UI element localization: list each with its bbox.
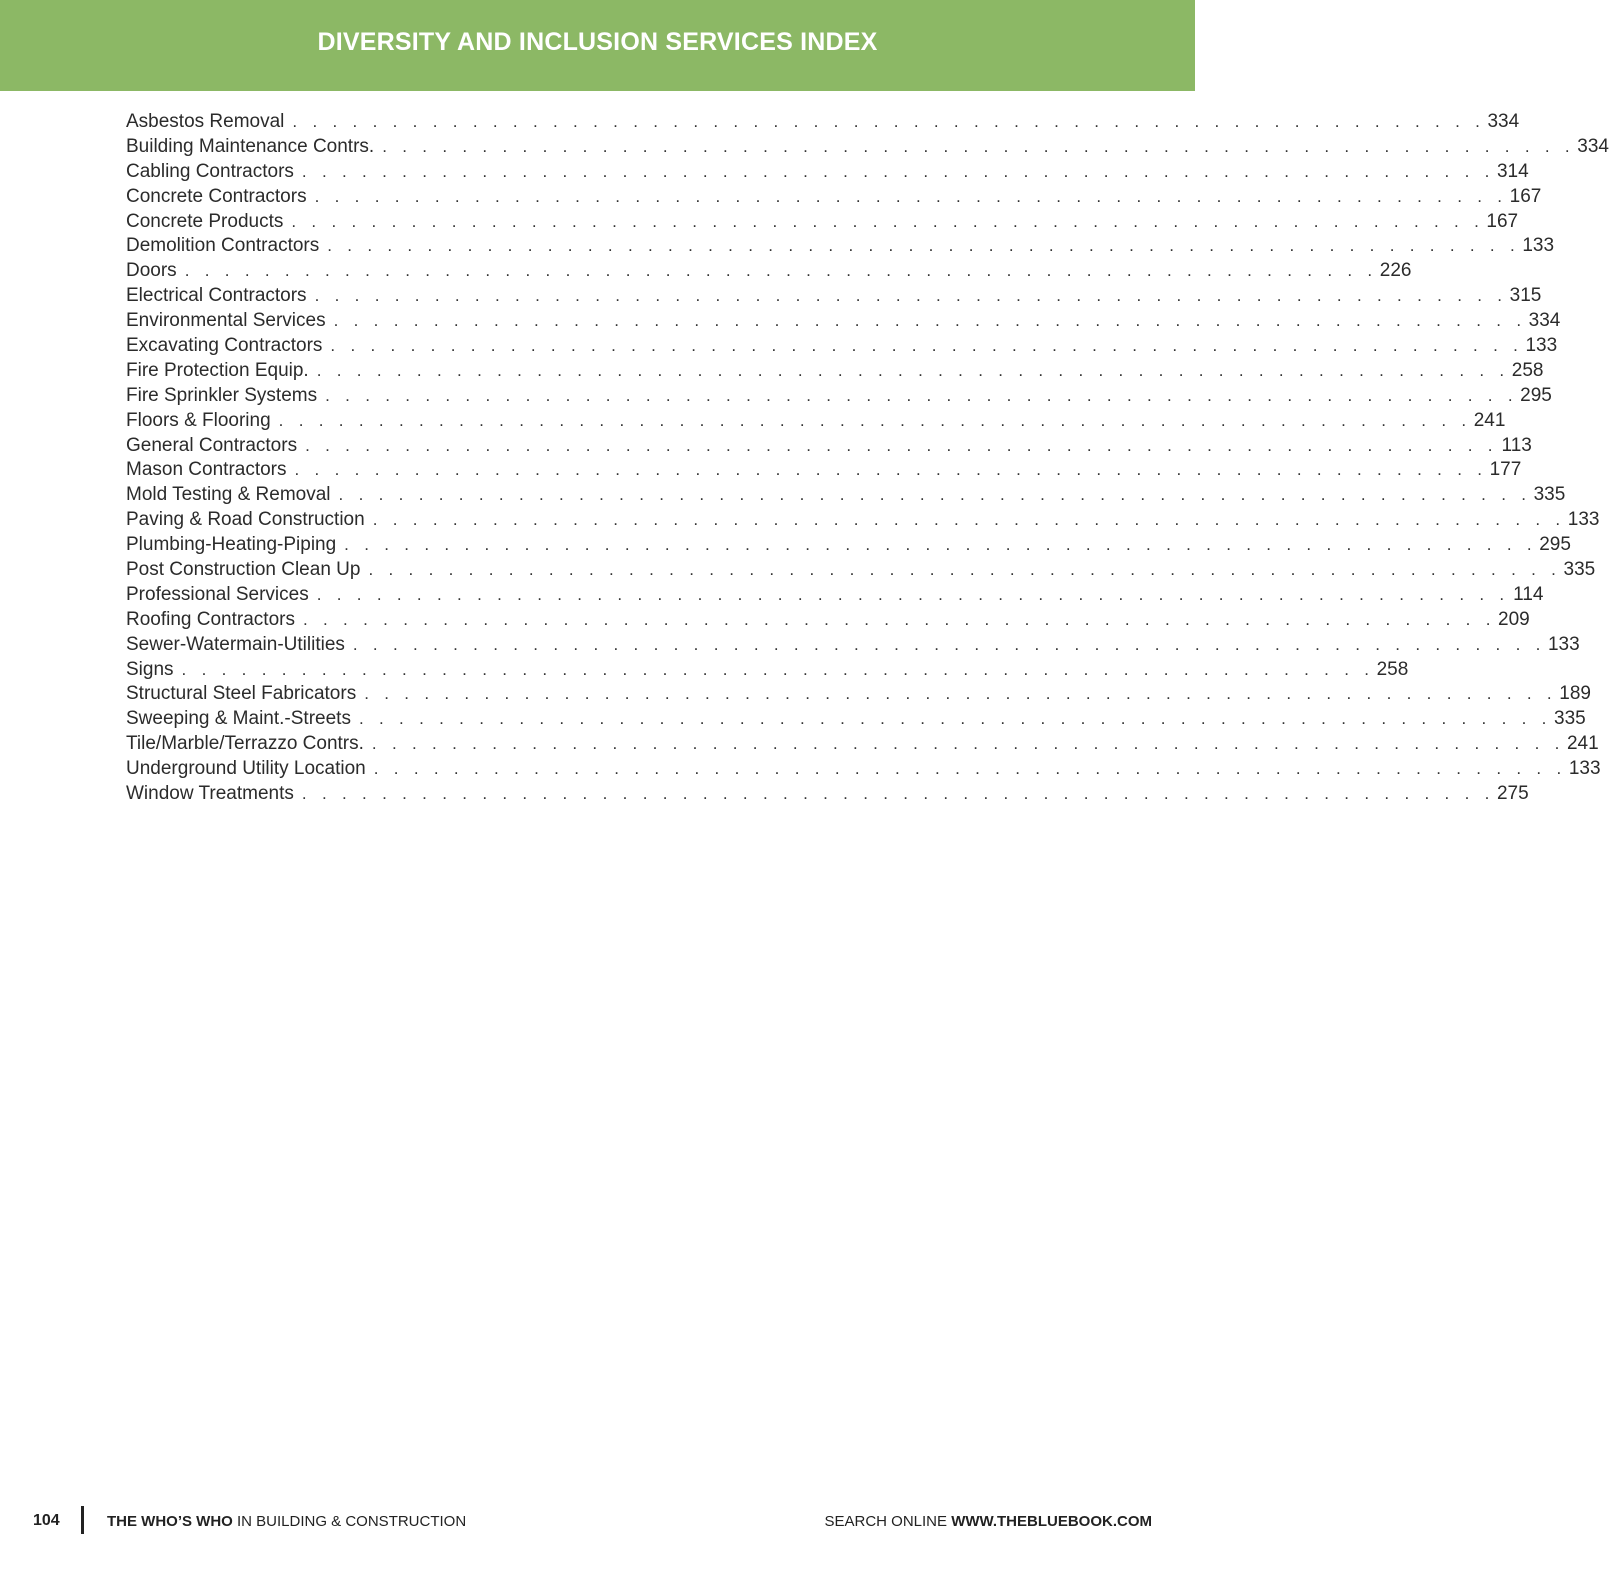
dot-leader: . . . . . . . . . . . . . . . . . . . . . . . . . . . . . . . . . . . . . . . . . . . . . . . . . . . . . . . . . . . .	[314, 286, 1508, 306]
index-entry-label: Building Maintenance Contrs.	[126, 135, 375, 157]
services-index-list	[126, 110, 1609, 807]
dot-leader: . . . . . . . . . . . . . . . . . . . . . . . . . . . . . . . . . . . . . . . . . . . . . . . . . . . . . . . . . . . .	[316, 584, 1510, 604]
index-entry	[126, 284, 1542, 309]
index-entry-page: 167	[1509, 185, 1542, 207]
dot-leader: . . . . . . . . . . . . . . . . . . . . . . . . . . . . . . . . . . . . . . . . . . . . . . . . . . . . . . . . . . . .	[325, 385, 1518, 405]
index-entry-label: Tile/Marble/Terrazzo Contrs.	[126, 733, 364, 755]
index-entry-label: Window Treatments	[126, 783, 294, 805]
index-entry-page: 258	[1376, 658, 1409, 680]
index-entry-page: 133	[1568, 758, 1601, 780]
index-entry-label: Plumbing-Heating-Piping	[126, 534, 337, 556]
index-entry-label: Floors & Flooring	[126, 409, 271, 431]
index-entry-label: Roofing Contractors	[126, 608, 295, 630]
index-entry-label: Signs	[126, 658, 174, 680]
index-entry-label: Sweeping & Maint.-Streets	[126, 708, 351, 730]
dot-leader: . . . . . . . . . . . . . . . . . . . . . . . . . . . . . . . . . . . . . . . . . . . . . . . . . . . . . . . . . . . .	[364, 684, 1557, 704]
index-entry-label: Cabling Contractors	[126, 160, 294, 182]
dot-leader: . . . . . . . . . . . . . . . . . . . . . . . . . . . . . . . . . . . . . . . . . . . . . . . . . . . . . . . . . . . .	[330, 336, 1524, 356]
dot-leader: . . . . . . . . . . . . . . . . . . . . . . . . . . . . . . . . . . . . . . . . . . . . . . . . . . . . . . . . . . . .	[333, 311, 1527, 331]
index-entry-label: Paving & Road Construction	[126, 509, 365, 531]
index-entry	[126, 210, 1519, 235]
index-entry-page: 241	[1566, 733, 1599, 755]
index-entry-page: 133	[1525, 335, 1558, 357]
index-entry	[126, 608, 1530, 633]
index-entry	[126, 234, 1555, 259]
dot-leader: . . . . . . . . . . . . . . . . . . . . . . . . . . . . . . . . . . . . . . . . . . . . . . . . . . . . . . . . . . . .	[314, 186, 1508, 206]
index-entry-page: 335	[1563, 559, 1596, 581]
page-title: DIVERSITY AND INCLUSION SERVICES INDEX	[317, 28, 878, 56]
index-entry-page: 113	[1501, 434, 1532, 456]
index-entry-page: 295	[1520, 384, 1552, 406]
index-entry	[126, 583, 1544, 608]
index-entry	[126, 732, 1599, 757]
index-entry	[126, 458, 1522, 483]
publication-title-rest: IN BUILDING & CONSTRUCTION	[232, 1513, 467, 1530]
dot-leader: . . . . . . . . . . . . . . . . . . . . . . . . . . . . . . . . . . . . . . . . . . . . . . . . . . . . . . . . . . . .	[302, 609, 1496, 629]
index-entry-label: Underground Utility Location	[126, 758, 366, 780]
dot-leader: . . . . . . . . . . . . . . . . . . . . . . . . . . . . . . . . . . . . . . . . . . . . . . . . . . . . . . . . . . . .	[292, 112, 1486, 131]
index-entry	[126, 658, 1409, 683]
publication-title	[107, 1513, 466, 1530]
index-entry-label: Fire Protection Equip.	[126, 359, 309, 381]
index-entry-label: Electrical Contractors	[126, 285, 307, 307]
website-link[interactable]: WWW.THEBLUEBOOK.COM	[951, 1513, 1152, 1530]
dot-leader: . . . . . . . . . . . . . . . . . . . . . . . . . . . . . . . . . . . . . . . . . . . . . . . . . . . . . . . . . . . .	[181, 659, 1375, 679]
index-entry-page: 226	[1379, 260, 1412, 282]
page-footer	[0, 1506, 1200, 1536]
dot-leader: . . . . . . . . . . . . . . . . . . . . . . . . . . . . . . . . . . . . . . . . . . . . . . . . . . . . . . . . . . . .	[305, 435, 1498, 455]
header-band	[0, 0, 1195, 91]
dot-leader: . . . . . . . . . . . . . . . . . . . . . . . . . . . . . . . . . . . . . . . . . . . . . . . . . . . . . . . . . . . .	[358, 709, 1552, 729]
index-entry	[126, 259, 1412, 284]
dot-leader: . . . . . . . . . . . . . . . . . . . . . . . . . . . . . . . . . . . . . . . . . . . . . . . . . . . . . . . . . . . .	[301, 161, 1495, 181]
index-entry-page: 258	[1511, 359, 1544, 381]
index-entry	[126, 110, 1520, 135]
index-entry-page: 295	[1539, 534, 1571, 556]
index-entry-label: Concrete Products	[126, 210, 284, 232]
index-entry-page: 334	[1528, 310, 1561, 332]
dot-leader: . . . . . . . . . . . . . . . . . . . . . . . . . . . . . . . . . . . . . . . . . . . . . . . . . . . . . . . . . . . .	[316, 360, 1510, 380]
dot-leader: . . . . . . . . . . . . . . . . . . . . . . . . . . . . . . . . . . . . . . . . . . . . . . . . . . . . . . . . . . . .	[301, 784, 1495, 804]
index-entry-page: 177	[1489, 459, 1522, 481]
index-entry	[126, 185, 1542, 210]
index-entry	[126, 434, 1532, 459]
index-entry-page: 275	[1496, 783, 1529, 805]
page-number: 104	[33, 1512, 60, 1529]
index-entry-page: 334	[1577, 135, 1609, 157]
dot-leader: . . . . . . . . . . . . . . . . . . . . . . . . . . . . . . . . . . . . . . . . . . . . . . . . . . . . . . . . . . . .	[371, 734, 1565, 754]
index-entry	[126, 334, 1558, 359]
dot-leader: . . . . . . . . . . . . . . . . . . . . . . . . . . . . . . . . . . . . . . . . . . . . . . . . . . . . . . . . . . . .	[291, 211, 1485, 231]
dot-leader: . . . . . . . . . . . . . . . . . . . . . . . . . . . . . . . . . . . . . . . . . . . . . . . . . . . . . . . . . . . .	[372, 510, 1566, 530]
index-entry-page: 209	[1498, 608, 1530, 630]
dot-leader: . . . . . . . . . . . . . . . . . . . . . . . . . . . . . . . . . . . . . . . . . . . . . . . . . . . . . . . . . . . .	[327, 236, 1521, 256]
index-entry-page: 167	[1486, 210, 1519, 232]
index-entry-label: Sewer-Watermain-Utilities	[126, 633, 345, 655]
index-entry	[126, 707, 1586, 732]
index-entry-label: Post Construction Clean Up	[126, 559, 361, 581]
index-entry-page: 133	[1522, 235, 1555, 257]
index-entry	[126, 533, 1571, 558]
index-entry-label: Mason Contractors	[126, 459, 287, 481]
index-entry-page: 114	[1513, 583, 1544, 605]
dot-leader: . . . . . . . . . . . . . . . . . . . . . . . . . . . . . . . . . . . . . . . . . . . . . . . . . . . . . . . . . . . .	[352, 634, 1546, 654]
index-entry	[126, 409, 1506, 434]
index-entry-label: Mold Testing & Removal	[126, 484, 331, 506]
index-entry-page: 133	[1547, 633, 1580, 655]
index-entry	[126, 558, 1596, 583]
search-online-prefix: SEARCH ONLINE	[824, 1513, 952, 1530]
dot-leader: . . . . . . . . . . . . . . . . . . . . . . . . . . . . . . . . . . . . . . . . . . . . . . . . . . . . . . . . . . . .	[368, 560, 1562, 580]
publication-title-bold: THE WHO’S WHO	[107, 1513, 233, 1530]
index-entry-page: 335	[1554, 708, 1586, 730]
index-entry	[126, 160, 1529, 185]
index-entry	[126, 508, 1600, 533]
index-entry	[126, 782, 1529, 807]
footer-divider	[81, 1506, 84, 1534]
index-entry-label: Concrete Contractors	[126, 185, 307, 207]
index-entry-page: 315	[1509, 285, 1542, 307]
index-entry-label: Fire Sprinkler Systems	[126, 384, 318, 406]
index-entry	[126, 309, 1561, 334]
index-entry	[126, 757, 1601, 782]
index-entry-label: Asbestos Removal	[126, 111, 285, 132]
index-entry-label: Environmental Services	[126, 310, 326, 332]
dot-leader: . . . . . . . . . . . . . . . . . . . . . . . . . . . . . . . . . . . . . . . . . . . . . . . . . . . . . . . . . . . .	[382, 136, 1575, 156]
index-entry-label: Structural Steel Fabricators	[126, 683, 357, 705]
index-entry-page: 334	[1487, 111, 1520, 132]
dot-leader: . . . . . . . . . . . . . . . . . . . . . . . . . . . . . . . . . . . . . . . . . . . . . . . . . . . . . . . . . . . .	[278, 410, 1472, 430]
index-entry	[126, 384, 1552, 409]
dot-leader: . . . . . . . . . . . . . . . . . . . . . . . . . . . . . . . . . . . . . . . . . . . . . . . . . . . . . . . . . . . .	[184, 261, 1378, 281]
index-entry-page: 335	[1533, 484, 1566, 506]
search-online	[824, 1513, 1152, 1530]
index-entry	[126, 483, 1566, 508]
index-entry-page: 241	[1473, 409, 1506, 431]
index-entry	[126, 359, 1544, 384]
index-entry-label: Doors	[126, 260, 177, 282]
index-entry-page: 133	[1567, 509, 1600, 531]
index-entry-label: Excavating Contractors	[126, 335, 323, 357]
index-entry-label: Professional Services	[126, 583, 309, 605]
index-entry	[126, 682, 1591, 707]
dot-leader: . . . . . . . . . . . . . . . . . . . . . . . . . . . . . . . . . . . . . . . . . . . . . . . . . . . . . . . . . . . .	[344, 535, 1537, 555]
dot-leader: . . . . . . . . . . . . . . . . . . . . . . . . . . . . . . . . . . . . . . . . . . . . . . . . . . . . . . . . . . . .	[338, 485, 1532, 505]
dot-leader: . . . . . . . . . . . . . . . . . . . . . . . . . . . . . . . . . . . . . . . . . . . . . . . . . . . . . . . . . . . .	[373, 759, 1567, 779]
index-entry-page: 314	[1496, 160, 1529, 182]
index-entry	[126, 135, 1609, 160]
index-entry-page: 189	[1559, 683, 1591, 705]
index-entry-label: General Contractors	[126, 434, 298, 456]
index-entry-label: Demolition Contractors	[126, 235, 320, 257]
dot-leader: . . . . . . . . . . . . . . . . . . . . . . . . . . . . . . . . . . . . . . . . . . . . . . . . . . . . . . . . . . . .	[294, 460, 1488, 480]
index-entry	[126, 633, 1580, 658]
